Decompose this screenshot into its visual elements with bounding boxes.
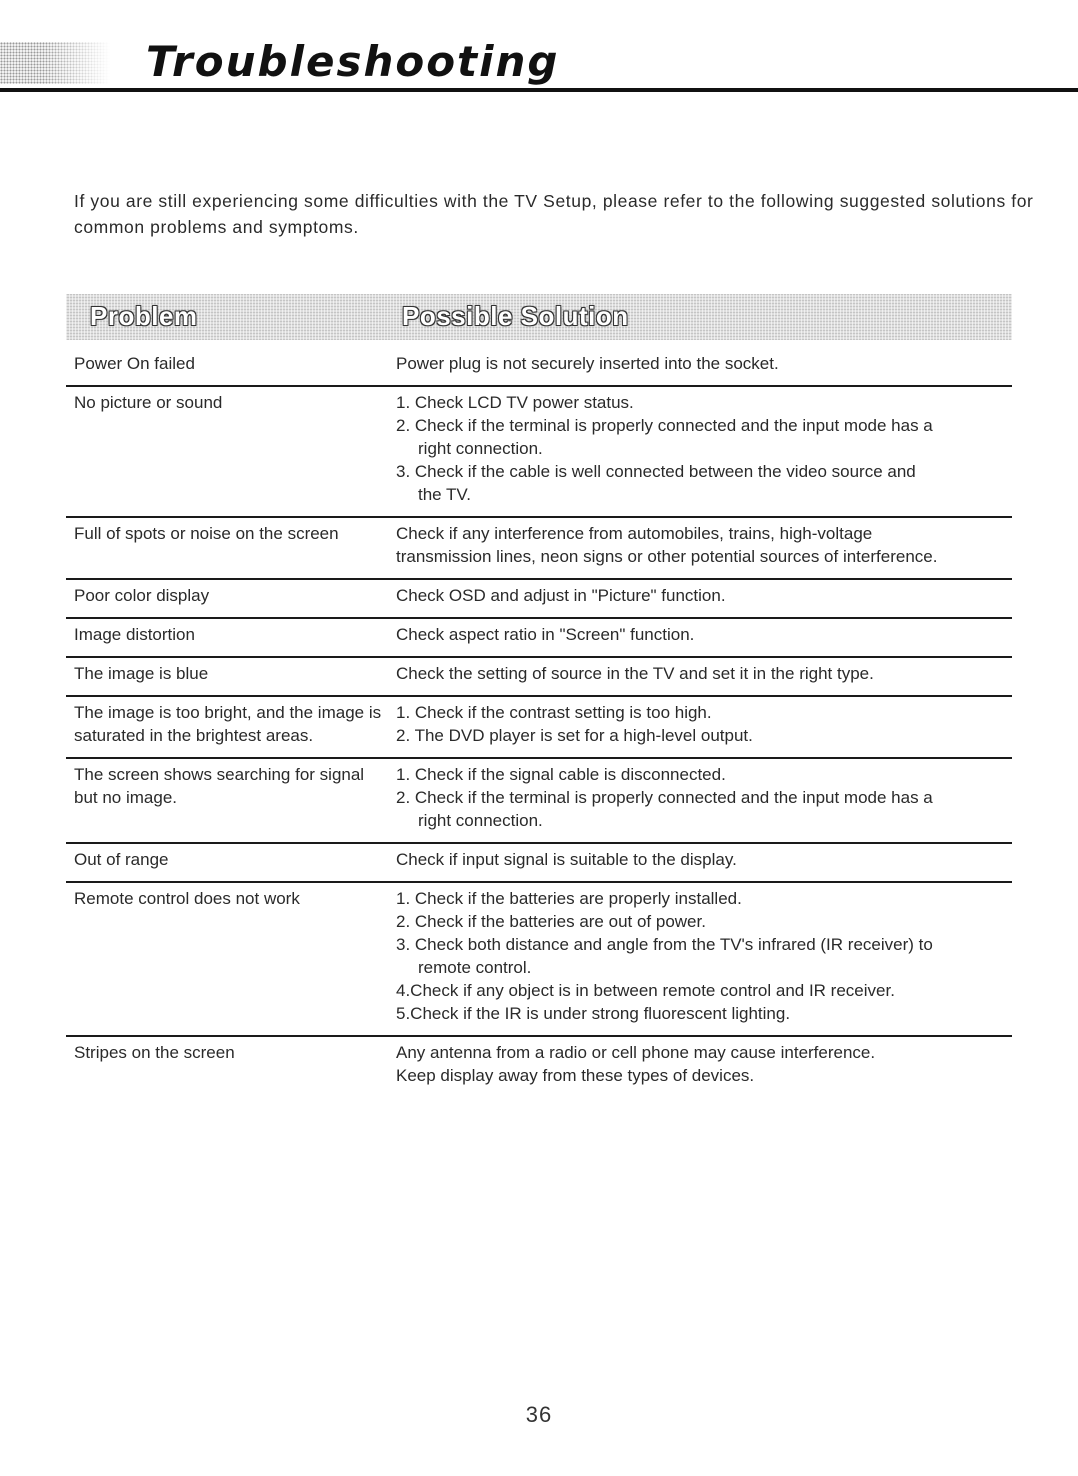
problem-cell: Remote control does not work	[74, 889, 300, 908]
column-header-solution: Possible Solution	[402, 301, 629, 331]
solution-line: 4.Check if any object is in between remote control and IR receiver.	[396, 981, 895, 1000]
solution-line: Any antenna from a radio or cell phone may cause interference.	[396, 1043, 876, 1062]
solution-line: 2. Check if the batteries are out of power.	[396, 912, 706, 931]
solution-cell	[396, 584, 1012, 607]
page-title: Troubleshooting	[146, 37, 560, 86]
header-dot-pattern	[0, 42, 110, 84]
table-row	[66, 387, 1012, 518]
solution-line: Keep display away from these types of devices.	[396, 1066, 755, 1085]
table-row	[66, 348, 1012, 387]
solution-line: 3. Check if the cable is well connected between the video source and	[396, 462, 916, 481]
problem-cell: Poor color display	[74, 586, 210, 605]
solution-cell	[396, 763, 1012, 832]
table-row	[66, 658, 1012, 697]
solution-line: 1. Check if the signal cable is disconnected.	[396, 765, 726, 784]
solution-cell	[396, 662, 1012, 685]
header-rule	[0, 88, 1078, 92]
solution-line: Check if input signal is suitable to the display.	[396, 850, 737, 869]
problem-cell: The image is blue	[74, 664, 209, 683]
solution-line: 2. Check if the terminal is properly connected and the input mode has a	[396, 416, 933, 435]
problem-cell: The screen shows searching for signal but no image.	[74, 765, 365, 807]
solution-line: 3. Check both distance and angle from the TV's infrared (IR receiver) to	[396, 935, 933, 954]
solution-line: 1. Check if the contrast setting is too high.	[396, 703, 712, 722]
solution-line: 2. The DVD player is set for a high-level output.	[396, 726, 753, 745]
problem-cell: Stripes on the screen	[74, 1043, 235, 1062]
solution-line: Power plug is not securely inserted into the socket.	[396, 354, 779, 373]
table-header	[66, 294, 1012, 340]
solution-cell	[396, 623, 1012, 646]
solution-line: Check OSD and adjust in "Picture" function.	[396, 586, 726, 605]
problem-cell: Power On failed	[74, 354, 195, 373]
solution-cell	[396, 352, 1012, 375]
table-row	[66, 1037, 1012, 1097]
solution-line: 1. Check LCD TV power status.	[396, 393, 634, 412]
problem-cell: Out of range	[74, 850, 169, 869]
page-header	[0, 28, 1078, 98]
problem-cell: No picture or sound	[74, 393, 223, 412]
solution-line: transmission lines, neon signs or other potential sources of interference.	[396, 547, 938, 566]
table-row	[66, 844, 1012, 883]
troubleshooting-table	[66, 348, 1012, 1097]
problem-cell: Full of spots or noise on the screen	[74, 524, 339, 543]
intro-paragraph: If you are still experiencing some difficulties with the TV Setup, please refer to the following suggested solutions for common problems and symptoms.	[74, 191, 1034, 237]
table-row	[66, 580, 1012, 619]
solution-line: 5.Check if the IR is under strong fluorescent lighting.	[396, 1004, 791, 1023]
problem-cell: Image distortion	[74, 625, 195, 644]
solution-line: Check the setting of source in the TV and set it in the right type.	[396, 664, 874, 683]
problem-cell: The image is too bright, and the image is saturated in the brightest areas.	[74, 703, 382, 745]
solution-line: remote control.	[418, 958, 532, 977]
table-row	[66, 518, 1012, 580]
page-number: 36	[525, 1402, 553, 1427]
solution-line: 2. Check if the terminal is properly connected and the input mode has a	[396, 788, 933, 807]
solution-line: right connection.	[418, 811, 543, 830]
solution-cell	[396, 522, 1012, 568]
table-row	[66, 697, 1012, 759]
solution-cell	[396, 391, 1012, 506]
table-row	[66, 759, 1012, 844]
table-row	[66, 883, 1012, 1037]
solution-line: Check if any interference from automobiles, trains, high-voltage	[396, 524, 873, 543]
solution-line: right connection.	[418, 439, 543, 458]
solution-line: 1. Check if the batteries are properly installed.	[396, 889, 742, 908]
column-header-problem: Problem	[90, 301, 198, 331]
solution-cell	[396, 887, 1012, 1025]
solution-line: the TV.	[418, 485, 471, 504]
solution-cell	[396, 848, 1012, 871]
solution-cell	[396, 701, 1012, 747]
solution-cell	[396, 1041, 1012, 1087]
table-row	[66, 619, 1012, 658]
solution-line: Check aspect ratio in "Screen" function.	[396, 625, 695, 644]
